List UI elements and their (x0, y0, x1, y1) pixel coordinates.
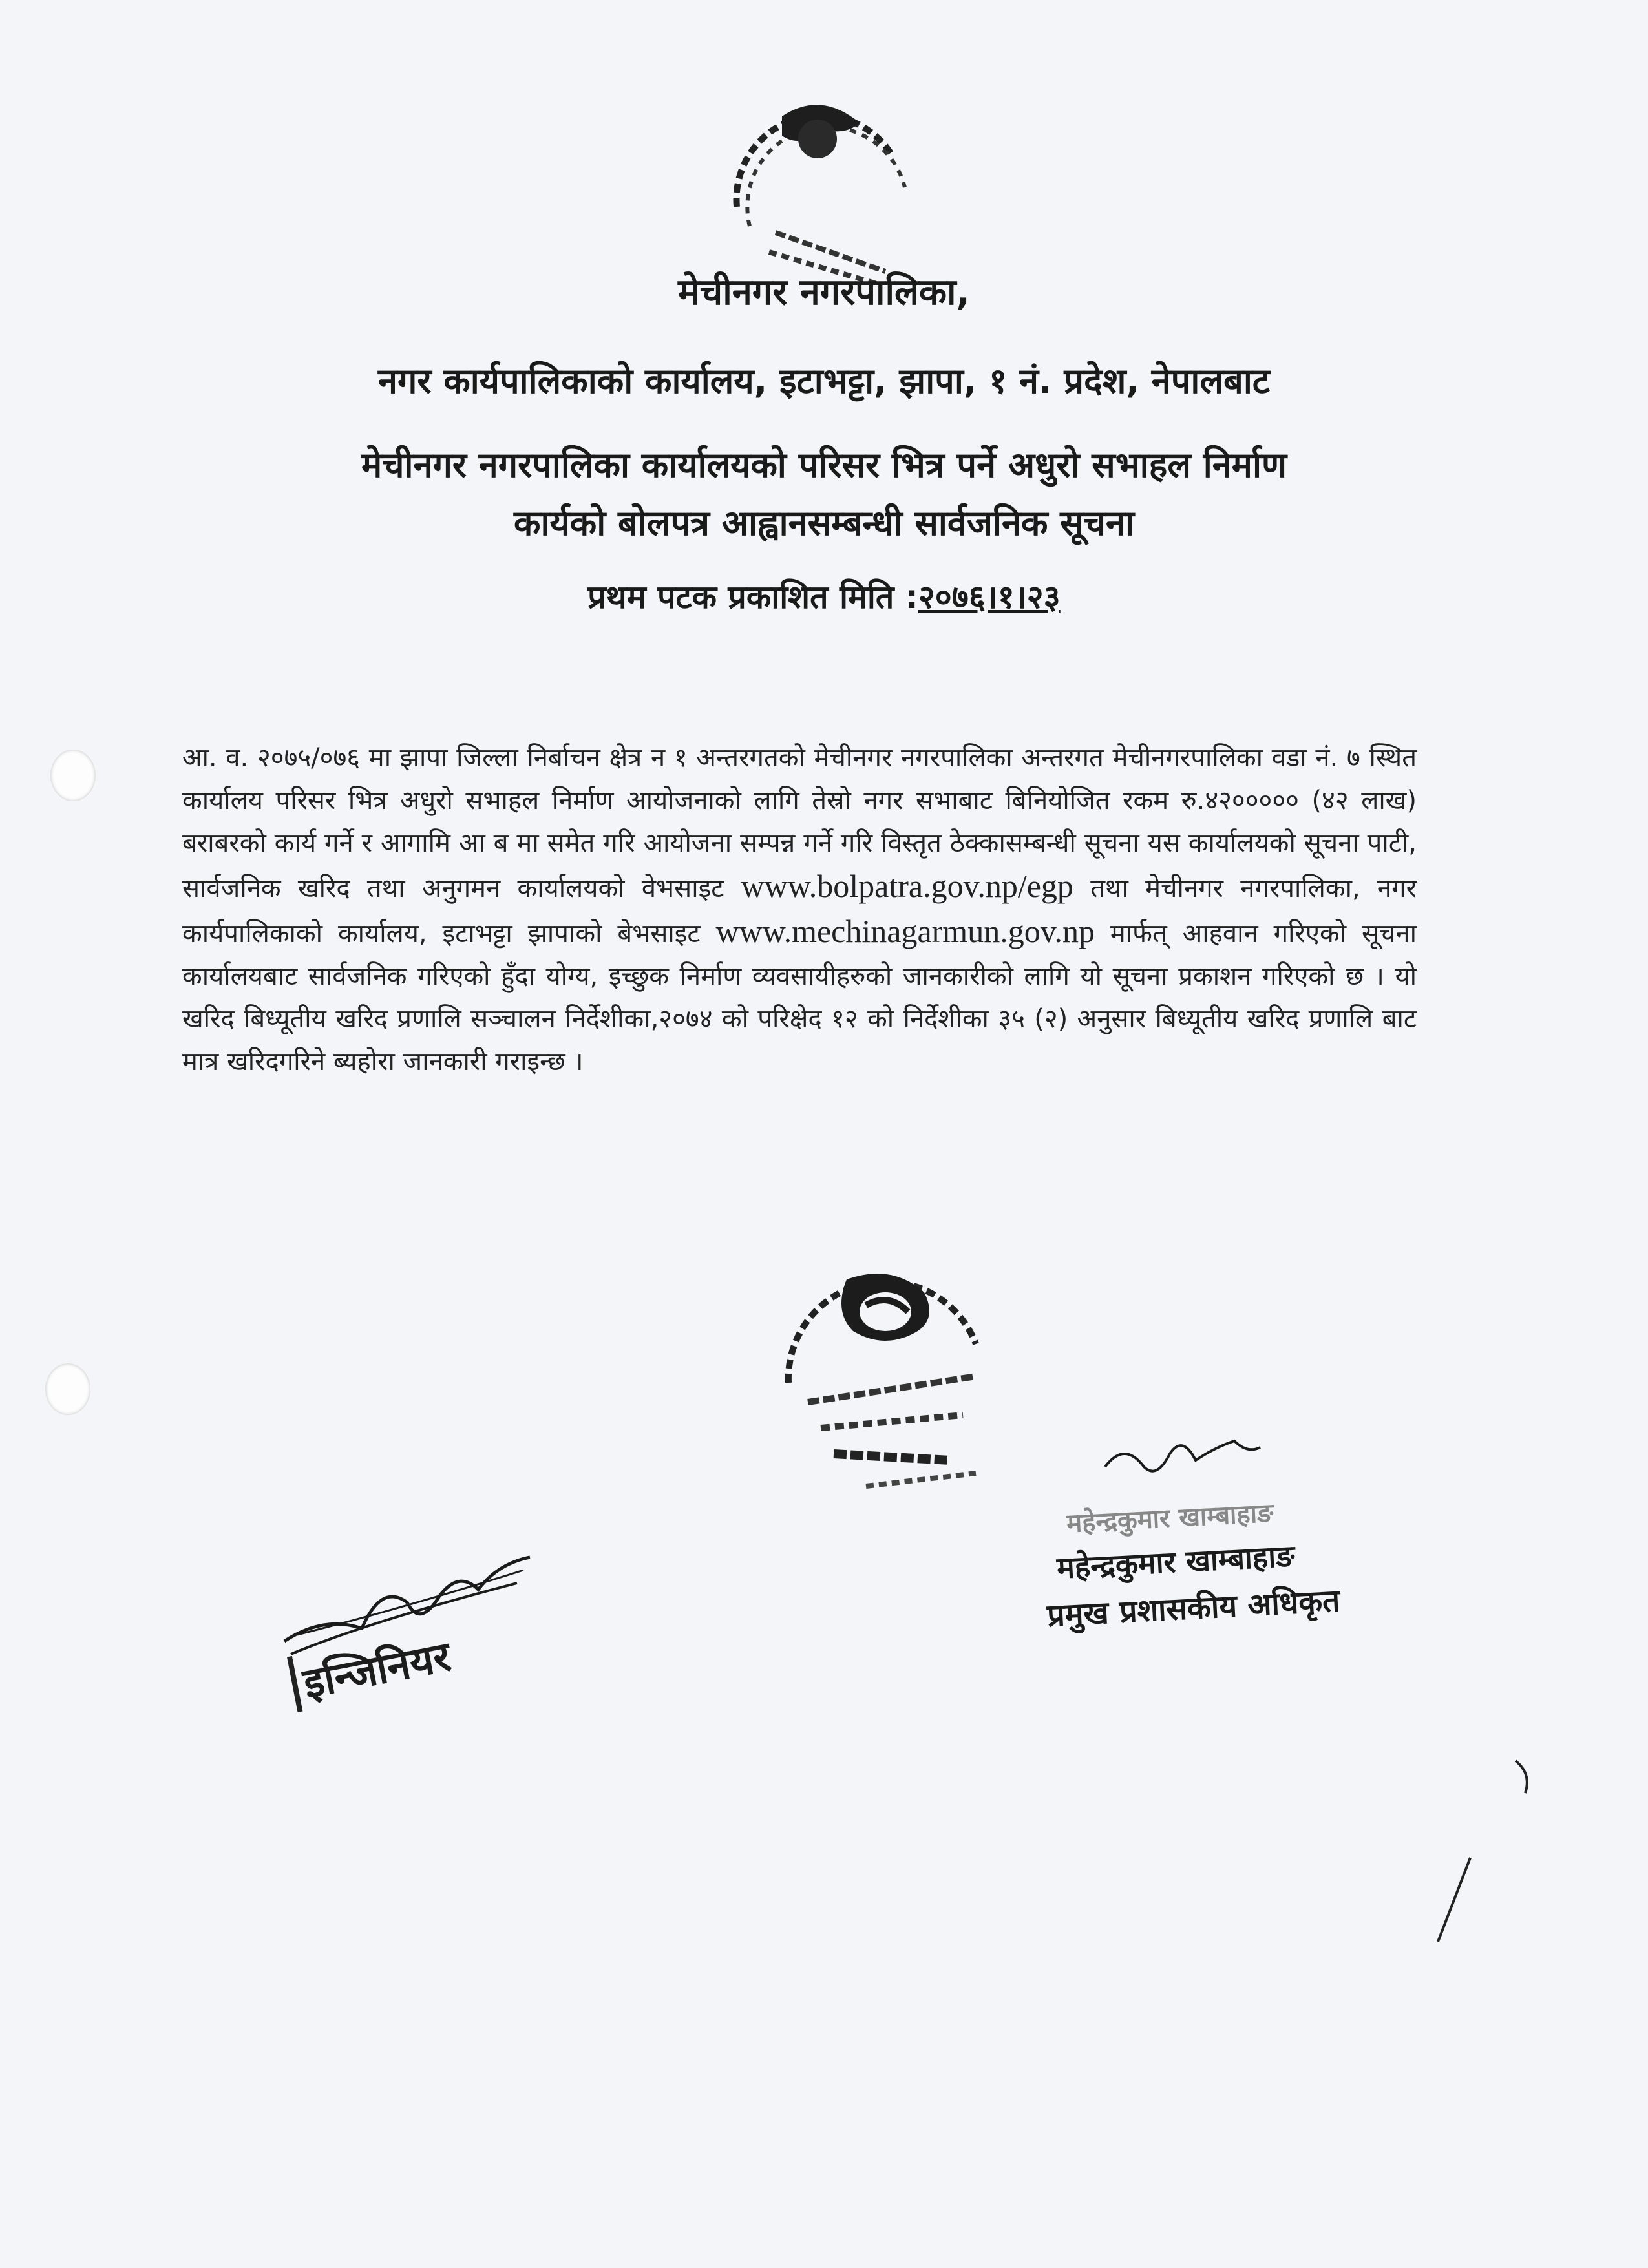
pen-mark (1435, 1854, 1474, 1945)
engineer-stamp: इन्जिनियर (287, 1626, 455, 1712)
notice-body (182, 737, 1417, 1083)
publication-date (0, 574, 1648, 618)
cao-signature (1099, 1428, 1267, 1486)
punch-hole (45, 1363, 90, 1415)
municipality-name: मेचीनगर नगरपालिका, (678, 271, 970, 313)
cao-name-stamp: महेन्द्रकुमार खाम्बाहाङ (1055, 1538, 1296, 1586)
office-address: नगर कार्यपालिकाको कार्यालय, इटाभट्टा, झापा, १ नं. प्रदेश, नेपालबाट (377, 361, 1271, 401)
notice-title-line1: मेचीनगर नगरपालिका कार्यालयको परिसर भित्र पर्ने अधुरो सभाहल निर्माण (361, 445, 1287, 485)
cao-title-stamp: प्रमुख प्रशासकीय अधिकृत (1046, 1582, 1341, 1634)
publication-date-label: प्रथम पटक प्रकाशित मिति : (587, 578, 918, 616)
notice-body-part2: तथा मेचीनगर नगरपालिका, नगर कार्यपालिकाको कार्यालय, इटाभट्टा झापाको बेभसाइट (182, 874, 1417, 949)
publication-date-value: २०७६।१।२३ (918, 578, 1061, 616)
punch-hole (50, 750, 96, 801)
bolpatra-url: www.bolpatra.gov.np/egp (741, 868, 1073, 904)
municipal-seal-top (698, 78, 937, 284)
notice-body-part3: मार्फत् आहवान गरिएको सूचना कार्यालयबाट सार्वजनिक गरिएको हुँदा योग्य, इच्छुक निर्माण व्यवसायीहरुको जानकारीको लागि यो सूचना प्रकाशन गरिएको छ । यो खरिद बिध्यूतीय खरिद प्रणालि सञ्चालन निर्देशीका,२०७४ को परिक्षेद १२ को निर्देशीका ३५ (२) अनुसार बिध्यूतीय खरिद प्रणालि बाट मात्र खरिदगरिने ब्यहोरा जानकारी गराइन्छ । (182, 919, 1417, 1076)
pen-mark (1512, 1758, 1538, 1796)
municipality-url: www.mechinagarmun.gov.np (715, 913, 1095, 949)
notice-title-line2: कार्यको बोलपत्र आह्वानसम्बन्धी सार्वजनिक सूचना (514, 503, 1134, 543)
cao-name-faint-stamp: महेन्द्रकुमार खाम्बाहाङ (1066, 1498, 1274, 1539)
municipal-seal-middle (769, 1266, 1002, 1512)
notice-body-part1: आ. व. २०७५/०७६ मा झापा जिल्ला निर्बाचन क्षेत्र न १ अन्तरगतको मेचीनगर नगरपालिका अन्तरगत मेचीनगरपालिका वडा नं. ७ स्थित कार्यालय परिसर भित्र अधुरो सभाहल निर्माण आयोजनाको लागि तेस्रो नगर सभाबाट बिनियोजित रकम रु.४२००००० (४२ लाख) बराबरको कार्य गर्ने र आगामि आ ब मा समेत गरि आयोजना सम्पन्न गर्ने गरि विस्तृत ठेक्कासम्बन्धी सूचना यस कार्यालयको सूचना पाटी, सार्वजनिक खरिद तथा अनुगमन कार्यालयको वेभसाइट (182, 743, 1417, 903)
